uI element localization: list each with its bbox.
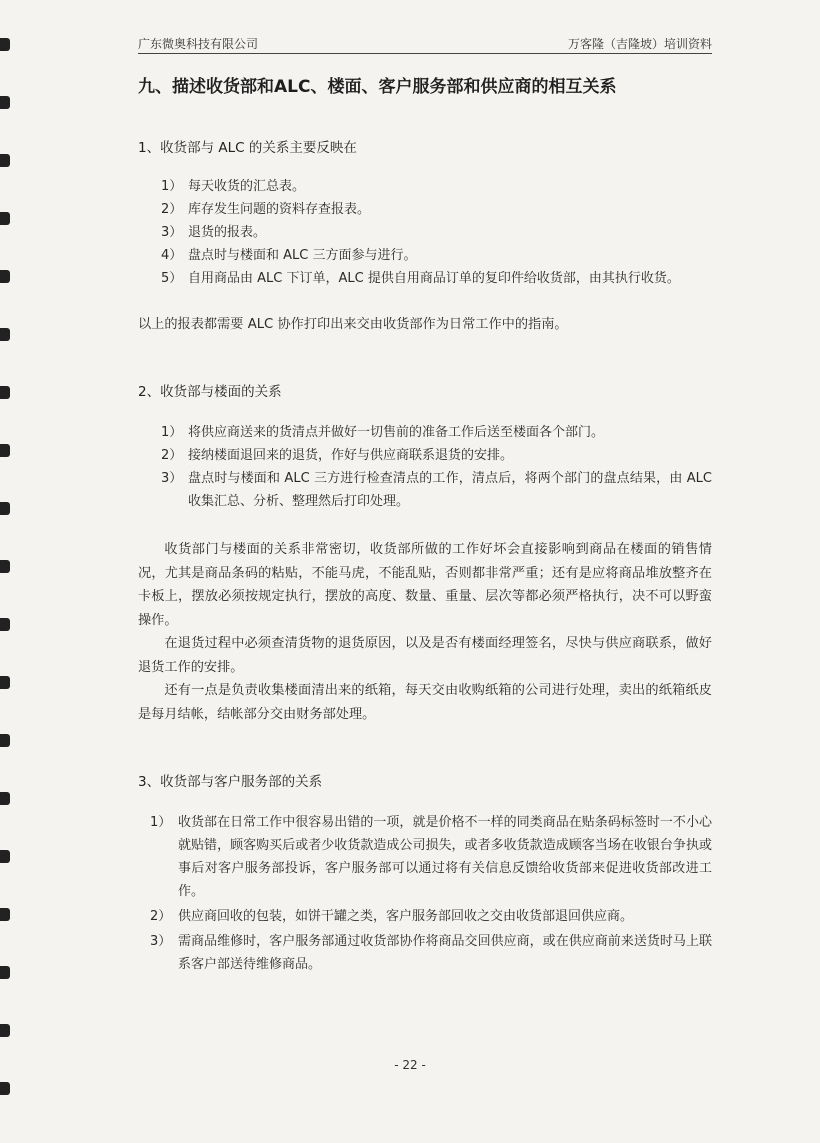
list-item bbox=[161, 175, 712, 198]
list-item bbox=[161, 267, 712, 290]
item-text: 供应商回收的包装，如饼干罐之类，客户服务部回收之交由收货部退回供应商。 bbox=[178, 909, 634, 924]
list-item bbox=[161, 444, 712, 467]
item-number: 2） bbox=[161, 448, 183, 463]
item-number: 1） bbox=[161, 425, 183, 440]
paragraph: 收货部门与楼面的关系非常密切，收货部所做的工作好坏会直接影响到商品在楼面的销售情况，尤其是商品条码的粘贴，不能马虎，不能乱贴，否则都非常严重；还有是应将商品堆放整齐在卡板上，摆放必须按规定执行，摆放的高度、数量、重量、层次等都必须严格执行，决不可以野蛮操作。 bbox=[138, 542, 712, 628]
header-doc-title: 万客隆（吉隆坡）培训资料 bbox=[567, 37, 712, 51]
item-text: 接纳楼面退回来的退货，作好与供应商联系退货的安排。 bbox=[188, 448, 514, 463]
item-number: 1） bbox=[161, 179, 183, 194]
section2-title: 2、收货部与楼面的关系 bbox=[138, 384, 282, 400]
header-company: 广东微奥科技有限公司 bbox=[138, 37, 259, 51]
item-text: 收货部在日常工作中很容易出错的一项，就是价格不一样的同类商品在贴条码标签时一不小心就贴错，顾客购买后或者少收货款造成公司损失，或者多收货款造成顾客当场在收银台争执或事后对客户服务部投诉，客户服务部可以通过将有关信息反馈给收货部来促进收货部改进工作。 bbox=[178, 815, 712, 899]
paragraph: 还有一点是负责收集楼面清出来的纸箱，每天交由收购纸箱的公司进行处理，卖出的纸箱纸皮是每月结帐，结帐部分交由财务部处理。 bbox=[138, 683, 712, 722]
item-text: 盘点时与楼面和 ALC 三方面参与进行。 bbox=[188, 248, 417, 263]
list-item bbox=[161, 198, 712, 221]
list-item bbox=[161, 421, 712, 444]
item-number: 3） bbox=[150, 934, 172, 949]
item-number: 1） bbox=[150, 815, 172, 830]
page-header bbox=[138, 33, 712, 54]
item-number: 3） bbox=[161, 225, 183, 240]
list-item bbox=[150, 905, 712, 928]
item-number: 3） bbox=[161, 471, 183, 486]
page-number: - 22 - bbox=[394, 1058, 426, 1072]
list-item bbox=[161, 244, 712, 267]
item-number: 4） bbox=[161, 248, 183, 263]
page-title: 九、描述收货部和ALC、楼面、客户服务部和供应商的相互关系 bbox=[138, 77, 617, 97]
binding-holes bbox=[0, 0, 14, 1143]
item-text: 退货的报表。 bbox=[188, 225, 267, 240]
item-text: 将供应商送来的货清点并做好一切售前的准备工作后送至楼面各个部门。 bbox=[188, 425, 605, 440]
item-text: 自用商品由 ALC 下订单，ALC 提供自用商品订单的复印件给收货部，由其执行收货。 bbox=[188, 271, 680, 286]
list-item bbox=[150, 930, 712, 976]
list-item bbox=[150, 811, 712, 903]
list-item bbox=[161, 467, 712, 513]
list-item bbox=[161, 221, 712, 244]
item-number: 2） bbox=[161, 202, 183, 217]
section1-title: 1、收货部与 ALC 的关系主要反映在 bbox=[138, 140, 357, 156]
paragraph: 在退货过程中必须查清货物的退货原因，以及是否有楼面经理签名，尽快与供应商联系，做好退货工作的安排。 bbox=[138, 636, 712, 675]
item-text: 库存发生问题的资料存查报表。 bbox=[188, 202, 371, 217]
item-text: 需商品维修时，客户服务部通过收货部协作将商品交回供应商，或在供应商前来送货时马上联系客户部送待维修商品。 bbox=[178, 934, 712, 972]
section3-title: 3、收货部与客户服务部的关系 bbox=[138, 774, 323, 790]
item-text: 每天收货的汇总表。 bbox=[188, 179, 306, 194]
section1-note: 以上的报表都需要 ALC 协作打印出来交由收货部作为日常工作中的指南。 bbox=[138, 317, 568, 332]
item-number: 5） bbox=[161, 271, 183, 286]
item-text: 盘点时与楼面和 ALC 三方进行检查清点的工作，清点后，将两个部门的盘点结果，由 ALC 收集汇总、分析、整理然后打印处理。 bbox=[188, 471, 712, 509]
item-number: 2） bbox=[150, 909, 172, 924]
